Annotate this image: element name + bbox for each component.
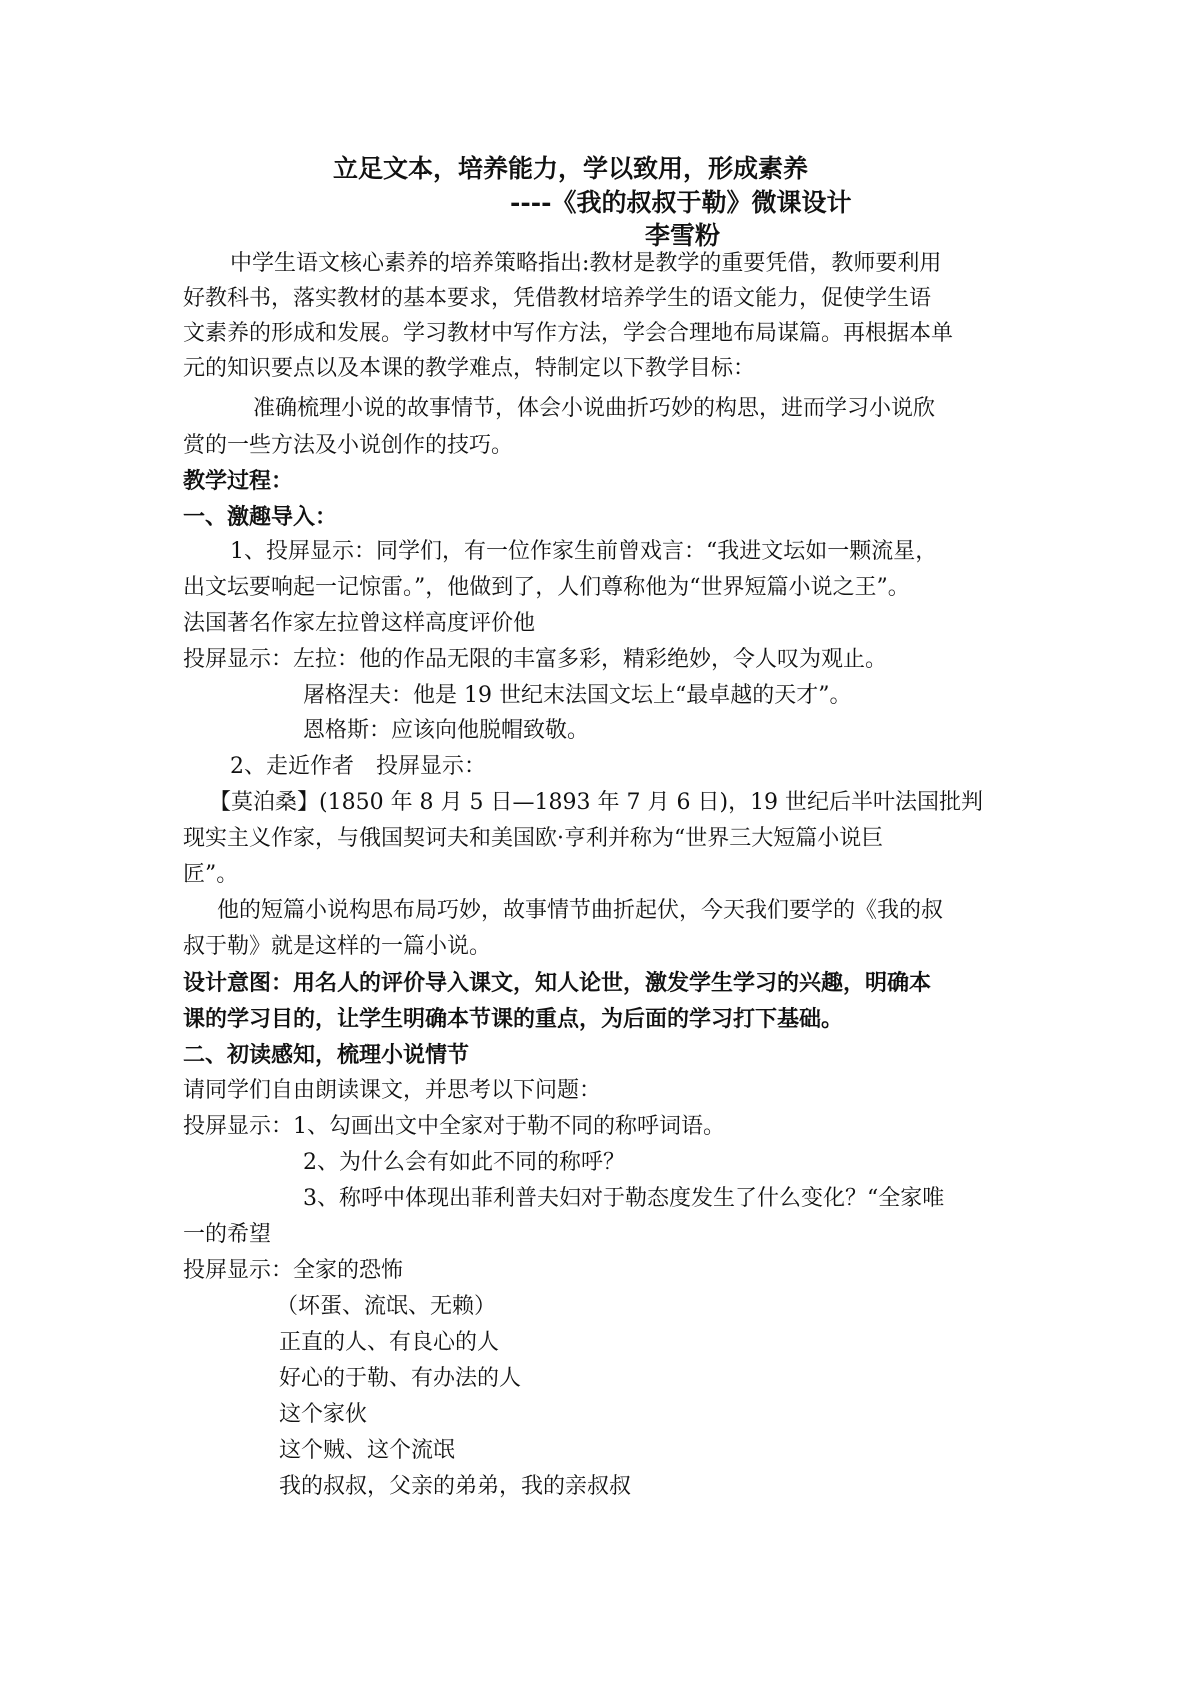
list-item: 好心的于勒、有办法的人 — [279, 1366, 522, 1391]
body-line: 请同学们自由朗读课文，并思考以下问题： — [183, 1078, 602, 1103]
body-line: 出文坛要响起一记惊雷。”，他做到了，人们尊称他为“世界短篇小说之王”。 — [183, 575, 910, 600]
body-line: 投屏显示：全家的恐怖 — [183, 1258, 404, 1283]
body-line: 屠格涅夫：他是 19 世纪末法国文坛上“最卓越的天才”。 — [303, 683, 852, 708]
body-line: 匠”。 — [183, 862, 239, 887]
body-line: 投屏显示：左拉：他的作品无限的丰富多彩，精彩绝妙，令人叹为观止。 — [183, 647, 888, 672]
body-line: 现实主义作家，与俄国契诃夫和美国欧·亨利并称为“世界三大短篇小说巨 — [183, 826, 884, 851]
document-subtitle: ----《我的叔叔于勒》微课设计 — [510, 188, 852, 217]
document-title: 立足文本，培养能力，学以致用，形成素养 — [333, 154, 809, 183]
body-line: 赏的一些方法及小说创作的技巧。 — [183, 433, 514, 458]
body-line: 1、投屏显示：同学们，有一位作家生前曾戏言：“我进文坛如一颗流星， — [230, 539, 938, 564]
body-line: 中学生语文核心素养的培养策略指出:教材是教学的重要凭借，教师要利用 — [230, 251, 942, 276]
section-heading: 二、初读感知，梳理小说情节 — [183, 1042, 470, 1068]
body-line: 好教科书，落实教材的基本要求，凭借教材培养学生的语文能力，促使学生语 — [183, 286, 932, 311]
list-item: （坏蛋、流氓、无赖） — [276, 1294, 497, 1319]
list-item: 我的叔叔，父亲的弟弟，我的亲叔叔 — [279, 1474, 632, 1499]
body-line: 2、为什么会有如此不同的称呼？ — [303, 1150, 625, 1175]
body-line: 一的希望 — [183, 1222, 272, 1247]
body-line: 他的短篇小说构思布局巧妙，故事情节曲折起伏，今天我们要学的《我的叔 — [217, 898, 944, 923]
body-line: 2、走近作者 投屏显示： — [230, 754, 486, 779]
list-item: 这个家伙 — [279, 1402, 368, 1427]
section-heading: 一、激趣导入： — [183, 504, 338, 530]
design-intent: 课的学习目的，让学生明确本节课的重点，为后面的学习打下基础。 — [183, 1006, 844, 1032]
body-line: 叔于勒》就是这样的一篇小说。 — [183, 934, 492, 959]
body-line: 准确梳理小说的故事情节，体会小说曲折巧妙的构思，进而学习小说欣 — [253, 396, 936, 421]
body-line: 【莫泊桑】(1850 年 8 月 5 日—1893 年 7 月 6 日)，19 世纪后半叶法国批判 — [209, 790, 984, 815]
body-line: 元的知识要点以及本课的教学难点，特制定以下教学目标： — [183, 356, 756, 381]
list-item: 这个贼、这个流氓 — [279, 1438, 456, 1463]
body-line: 法国著名作家左拉曾这样高度评价他 — [183, 611, 536, 636]
design-intent: 设计意图：用名人的评价导入课文，知人论世，激发学生学习的兴趣，明确本 — [183, 970, 932, 996]
body-line: 文素养的形成和发展。学习教材中写作方法，学会合理地布局谋篇。再根据本单 — [183, 321, 954, 346]
section-heading: 教学过程： — [183, 468, 294, 494]
document-author: 李雪粉 — [645, 221, 721, 250]
list-item: 正直的人、有良心的人 — [279, 1330, 500, 1355]
body-line: 投屏显示：1、勾画出文中全家对于勒不同的称呼词语。 — [183, 1114, 725, 1139]
body-line: 3、称呼中体现出菲利普夫妇对于勒态度发生了什么变化？“全家唯 — [303, 1186, 945, 1211]
body-line: 恩格斯：应该向他脱帽致敬。 — [303, 718, 590, 743]
